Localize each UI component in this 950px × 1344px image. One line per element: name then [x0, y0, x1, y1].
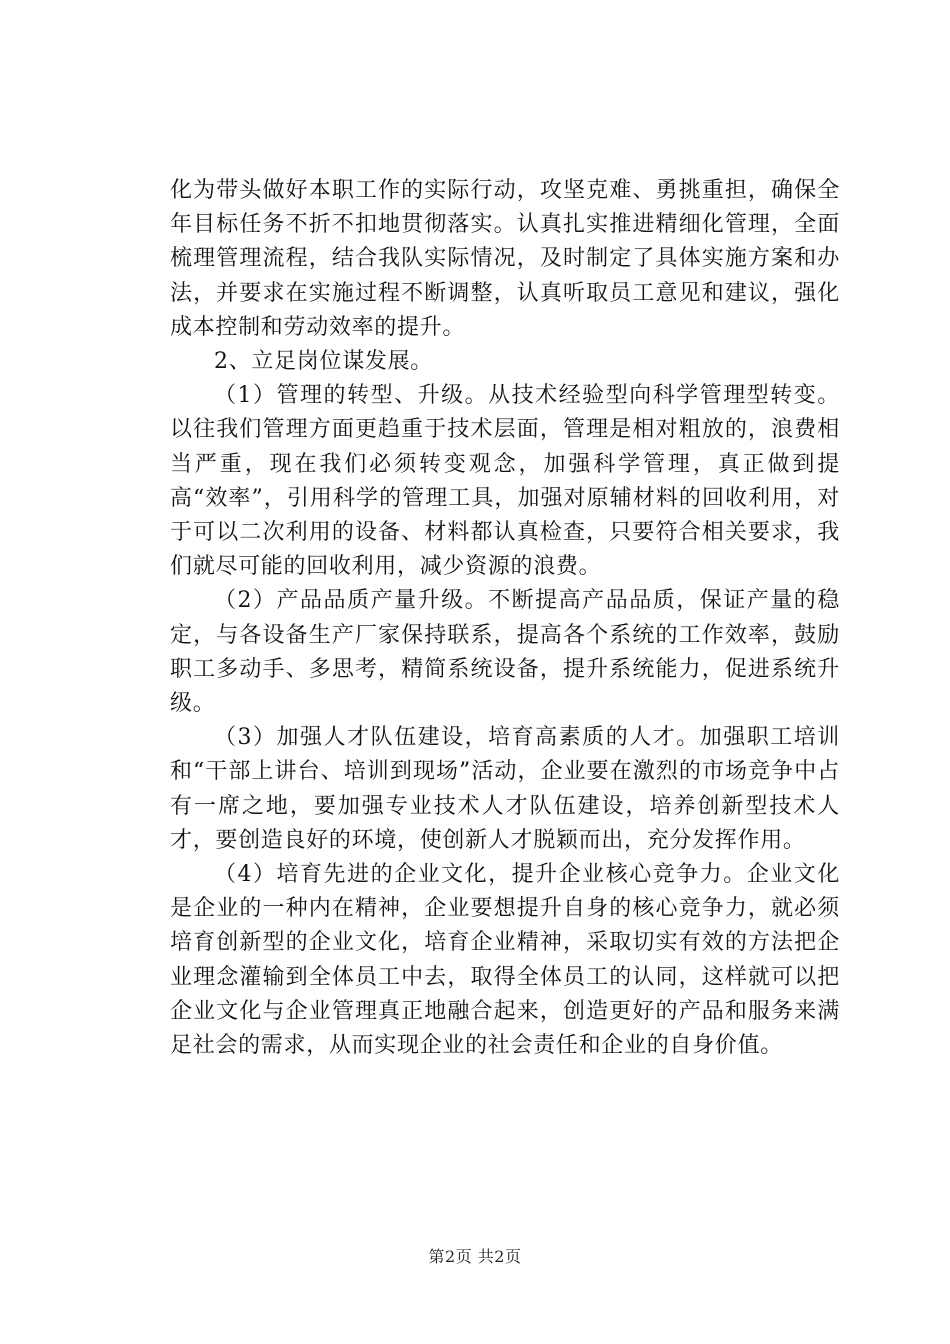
paragraph-3: （1）管理的转型、升级。从技术经验型向科学管理型转变。以往我们管理方面更趋重于技术层面，管理是相对粗放的，浪费相当严重，现在我们必须转变观念，加强科学管理，真正做到提高“效率”，引用科学的管理工具，加强对原辅材料的回收利用，对于可以二次利用的设备、材料都认真检查，只要符合相关要求，我们就尽可能的回收利用，减少资源的浪费。 [170, 383, 840, 580]
paragraph-1: 化为带头做好本职工作的实际行动，攻坚克难、勇挑重担，确保全年目标任务不折不扣地贯彻落实。认真扎实推进精细化管理，全面梳理管理流程，结合我队实际情况，及时制定了具体实施方案和办法，并要求在实施过程不断调整，认真听取员工意见和建议，强化成本控制和劳动效率的提升。 [170, 178, 840, 340]
document-body [170, 174, 840, 1063]
paragraph-4: （2）产品品质产量升级。不断提高产品品质，保证产量的稳定，与各设备生产厂家保持联系，提高各个系统的工作效率，鼓励职工多动手、多思考，精简系统设备，提升系统能力，促进系统升级。 [170, 588, 840, 717]
paragraph-6: （4）培育先进的企业文化，提升企业核心竞争力。企业文化是企业的一种内在精神，企业要想提升自身的核心竞争力，就必须培育创新型的企业文化，培育企业精神，采取切实有效的方法把企业理念灌输到全体员工中去，取得全体员工的认同，这样就可以把企业文化与企业管理真正地融合起来，创造更好的产品和服务来满足社会的需求，从而实现企业的社会责任和企业的自身价值。 [170, 862, 840, 1059]
page-footer: 第2页 共2页 [428, 1247, 522, 1266]
paragraph-5: （3）加强人才队伍建设，培育高素质的人才。加强职工培训和“干部上讲台、培训到现场”活动，企业要在激烈的市场竞争中占有一席之地，要加强专业技术人才队伍建设，培养创新型技术人才，要创造良好的环境，使创新人才脱颖而出，充分发挥作用。 [170, 725, 840, 853]
paragraph-2-heading: 2、立足岗位谋发展。 [214, 349, 433, 375]
